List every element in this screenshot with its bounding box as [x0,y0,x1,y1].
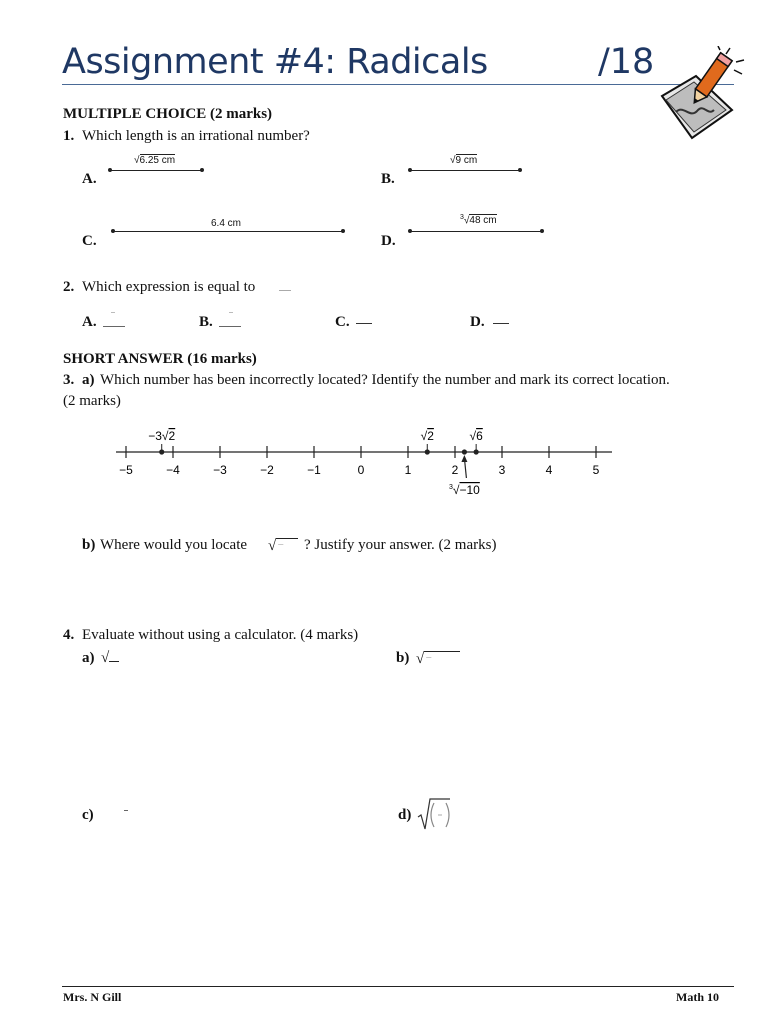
q1-option-a-segment [110,170,202,171]
segment-endpoint [108,168,112,172]
q4-part-b-radical [416,650,460,668]
segment-endpoint [518,168,522,172]
radical-sign: √ [134,155,140,166]
radical-bar [109,661,119,662]
segment-endpoint [540,229,544,233]
q3-part-a-marks: (2 marks) [63,393,121,409]
label-negative-3-root-2: −3√2 [148,429,176,443]
point-cbrt-neg10 [462,449,467,454]
segment-endpoint [408,168,412,172]
q1-option-b-segment [410,170,520,171]
tick-label: −2 [260,463,274,477]
q1-option-a-letter: A. [82,171,97,187]
q1-option-b-label [450,155,477,166]
radical-sign: √ [450,155,456,166]
q3-part-a-label: a) [82,372,95,388]
q2-option-c-letter: C. [335,314,350,330]
q1-number: 1. [63,128,75,144]
q2-number: 2. [63,279,75,295]
q1-option-a-measure: 6.25 cm [139,155,176,166]
tick-label: 2 [451,463,459,477]
page-title: Assignment #4: Radicals [62,42,488,82]
tick-label: 0 [357,463,365,477]
q1-option-d-measure: 48 cm [469,215,497,227]
tick-label: 4 [545,463,553,477]
tick-label: 5 [592,463,600,477]
segment-endpoint [200,168,204,172]
label-root-2: √2 [420,429,434,443]
label-root-6: √6 [469,429,483,443]
q4-text: Evaluate without using a calculator. (4 marks) [82,627,359,643]
q3-part-b-pre: Where would you locate [100,537,248,553]
footer-course: Math 10 [676,990,719,1004]
q2-option-a-letter: A. [82,314,97,330]
q2-option-d-fraction-bar [493,323,509,324]
q1-option-b-measure: 9 cm [455,155,478,166]
q1-option-d-label [460,214,497,226]
q3-part-b-post: ? Justify your answer. (2 marks) [304,537,497,553]
tick-label: −3 [213,463,227,477]
q2-option-c-fraction-bar [356,323,372,324]
segment-endpoint [408,229,412,233]
q1-option-b-letter: B. [381,171,395,187]
total-score: /18 [598,42,655,82]
q1-option-c-segment [113,231,343,232]
q4-part-d-radical-icon [416,797,452,833]
radical-sign: √ [416,651,425,667]
arrow-head-icon [461,455,467,462]
segment-endpoint [341,229,345,233]
q1-option-c-measure: 6.4 cm [211,218,242,229]
radical-sign: √ [463,215,470,227]
q1-option-d-segment [410,231,542,232]
q4-part-d-label: d) [398,807,412,823]
q4-number: 4. [63,627,75,643]
label-cube-root-negative-10: $^3$√−10 [448,483,480,497]
q1-option-c-letter: C. [82,233,97,249]
tick-label: −1 [307,463,321,477]
q2-option-b-letter: B. [199,314,213,330]
q2-expression-fraction-bar [279,290,291,291]
q1-text: Which length is an irrational number? [82,128,310,144]
tick-label: 1 [404,463,412,477]
radical-bar: – [276,538,298,556]
q2-option-a-fraction-bar [103,326,125,327]
title-underline [62,84,734,85]
q4-part-b-label: b) [396,650,410,666]
point-neg3root2 [159,449,164,454]
q3-part-b-label: b) [82,537,96,553]
tick-label: −4 [166,463,180,477]
q1-option-a-label [134,155,175,166]
radical-sign: √ [101,650,110,666]
q2-option-a-numerator-mark [111,312,115,313]
tick-label: 3 [498,463,506,477]
q3-number: 3. [63,372,75,388]
footer-teacher: Mrs. N Gill [63,990,122,1004]
q4-part-c-expression-mark [124,810,128,811]
tick-label: −5 [119,463,133,477]
q3-part-b-radical [268,537,298,555]
q3-part-a-text: Which number has been incorrectly located? Identify the number and mark its correct location. [100,372,670,388]
cube-root-index: 3 [460,214,464,221]
radical-sign: √ [268,538,277,554]
number-line [110,422,620,502]
point-root2 [425,449,430,454]
pencil-paper-clipart-icon [652,46,748,142]
mc-heading: MULTIPLE CHOICE (2 marks) [63,106,273,122]
sa-heading: SHORT ANSWER (16 marks) [63,351,257,367]
q2-option-b-fraction-bar [219,326,241,327]
q2-option-d-letter: D. [470,314,485,330]
q4-part-c-label: c) [82,807,94,823]
q2-text: Which expression is equal to [82,279,256,295]
q2-option-b-numerator-mark [229,312,233,313]
footer-rule [62,986,734,987]
q4-part-a-label: a) [82,650,95,666]
radical-bar: – [424,651,460,669]
q1-option-d-letter: D. [381,233,396,249]
q4-part-a-radical [101,650,119,667]
point-root6 [474,449,479,454]
segment-endpoint [111,229,115,233]
